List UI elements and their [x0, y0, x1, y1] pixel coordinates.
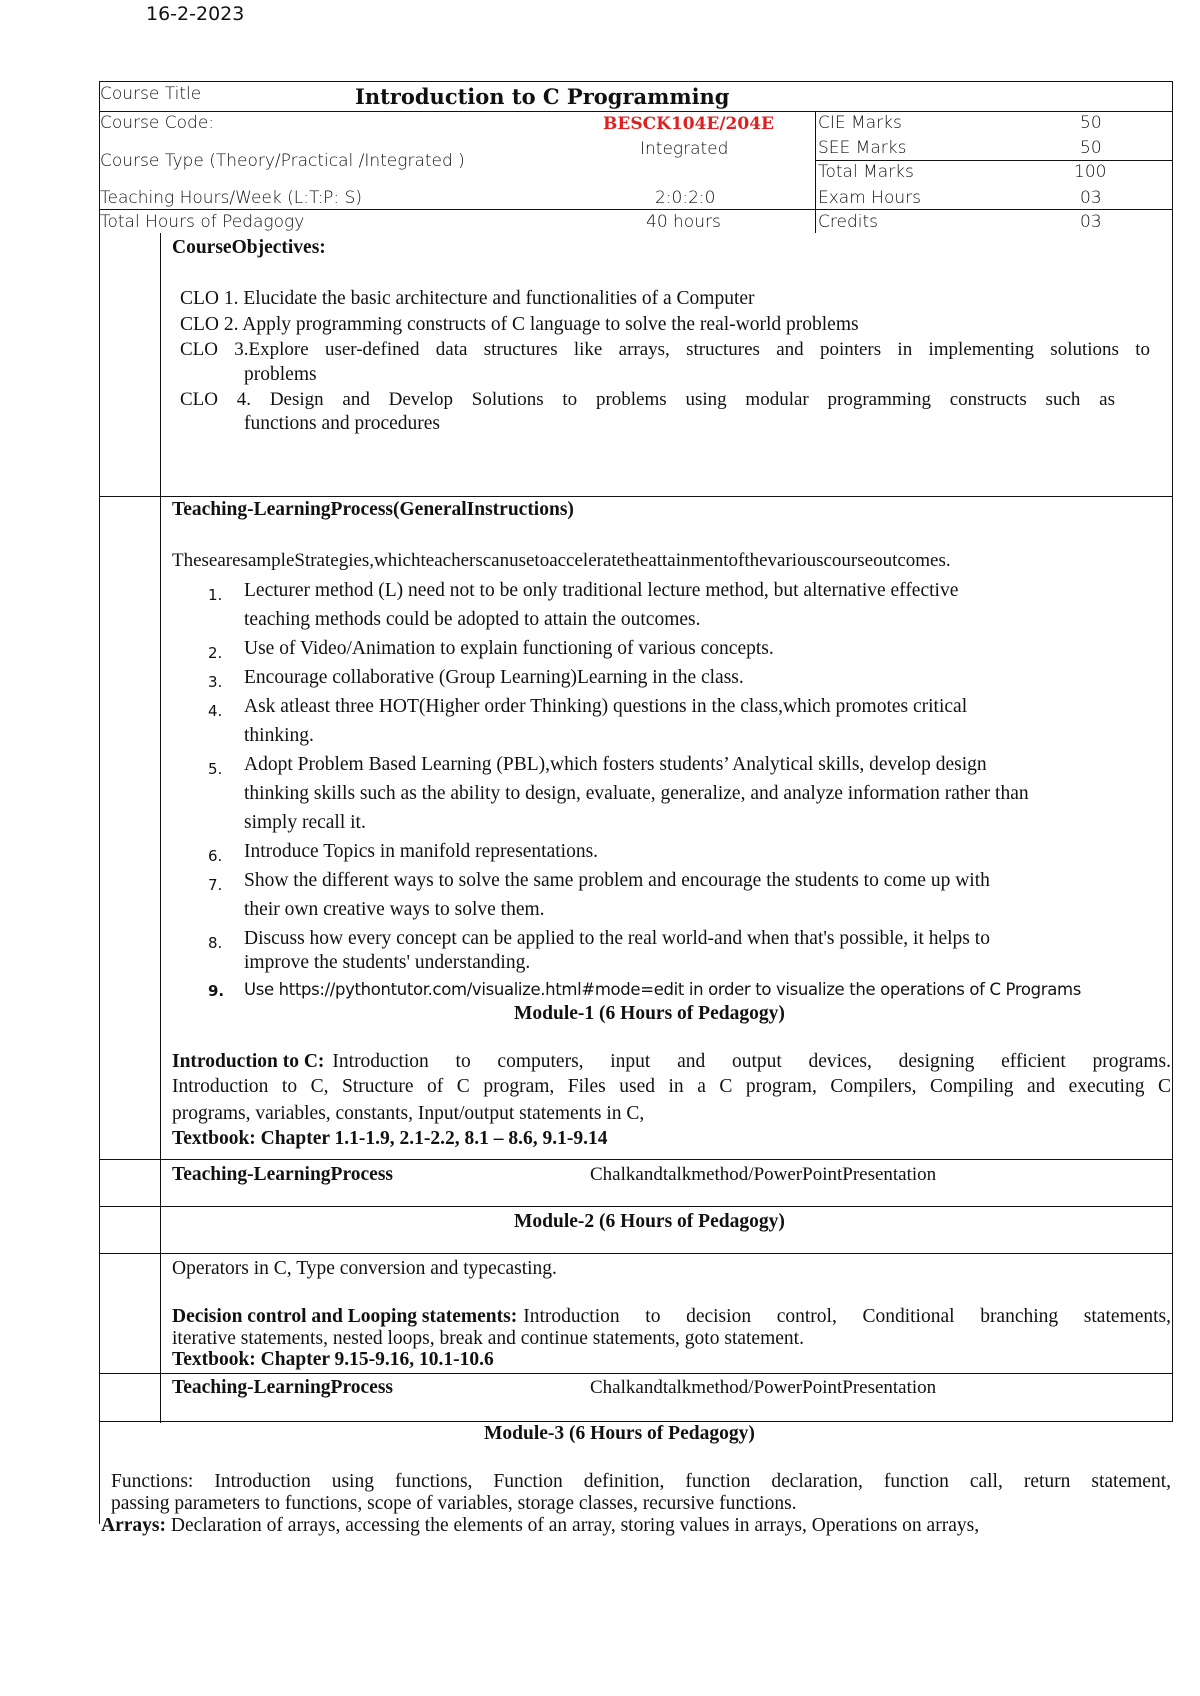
module-1-tlp-label: Teaching-LearningProcess [172, 1164, 394, 1185]
tlp-item-number: 3. [208, 673, 223, 691]
module-3-heading: Module-3 (6 Hours of Pedagogy) [484, 1423, 755, 1444]
total-hours-label: Total Hours of Pedagogy [100, 212, 305, 232]
tlp-item-text: Use of Video/Animation to explain functioning of various concepts. [244, 638, 774, 659]
course-type-label: Course Type (Theory/Practical /Integrated ) [100, 151, 465, 171]
course-title: Introduction to C Programming [355, 84, 730, 109]
module-2-intro: Introduction to decision control, Conditional branching statements, [523, 1306, 1171, 1327]
document-date: 16-2-2023 [146, 3, 245, 25]
credits-value: 03 [1080, 212, 1102, 232]
module-2-textbook: Textbook: Chapter 9.15-9.16, 10.1-10.6 [172, 1349, 494, 1370]
tlp-item-text: their own creative ways to solve them. [244, 899, 545, 920]
tlp-item-text: teaching methods could be adopted to attain the outcomes. [244, 609, 701, 630]
tlp-item-text: thinking. [244, 725, 314, 746]
module-2-line-0: Operators in C, Type conversion and typecasting. [172, 1258, 557, 1279]
see-marks-label: SEE Marks [818, 138, 907, 158]
module-1-intro: Introduction to computers, input and output devices, designing efficient programs. [332, 1051, 1171, 1072]
tlp-item-number: 6. [208, 847, 223, 865]
module-1-textbook: Textbook: Chapter 1.1-1.9, 2.1-2.2, 8.1 – 8.6, 9.1-9.14 [172, 1128, 608, 1149]
module-2-tlp-label: Teaching-LearningProcess [172, 1377, 394, 1398]
clo-1: CLO 1. Elucidate the basic architecture and functionalities of a Computer [180, 288, 755, 309]
exam-hours-label: Exam Hours [818, 188, 921, 208]
clo-3: CLO 3.Explore user-defined data structures like arrays, structures and pointers in implementing solutions to [180, 339, 1150, 360]
tlp-item-number: 8. [208, 934, 223, 952]
tlp-item-number: 2. [208, 644, 223, 662]
module-2-tlp-value: Chalkandtalkmethod/PowerPointPresentation [590, 1377, 937, 1398]
clo-4-cont: functions and procedures [244, 413, 441, 434]
clo-2: CLO 2. Apply programming constructs of C language to solve the real-world problems [180, 314, 859, 335]
tlp-item-text: Show the different ways to solve the same problem and encourage the students to come up with [244, 870, 990, 891]
tlp-item-text: Adopt Problem Based Learning (PBL),which fosters students’ Analytical skills, develop design [244, 754, 987, 775]
tlp-item-number: 9. [208, 982, 225, 1000]
module-1-lead: Introduction to C: [172, 1051, 325, 1072]
module-3-arrays-text: Declaration of arrays, accessing the elements of an array, storing values in arrays, Operations on arrays, [170, 1515, 980, 1536]
module-1-line-2: Introduction to C, Structure of C program, Files used in a C program, Compilers, Compiling and executing C [172, 1076, 1171, 1097]
module-3-arrays-lead: Arrays: [101, 1515, 166, 1536]
module-1-line-3: programs, variables, constants, Input/output statements in C, [172, 1103, 645, 1124]
module-3-line-2: passing parameters to functions, scope of variables, storage classes, recursive functions. [111, 1493, 797, 1514]
tlp-item-number: 4. [208, 702, 223, 720]
module-1-heading: Module-1 (6 Hours of Pedagogy) [514, 1003, 785, 1024]
tlp-item-text: thinking skills such as the ability to design, evaluate, generalize, and analyze information rather than [244, 783, 1029, 804]
tlp-item-text: Ask atleast three HOT(Higher order Thinking) questions in the class,which promotes critical [244, 696, 968, 717]
tlp-item-text: simply recall it. [244, 812, 366, 833]
course-code-label: Course Code: [100, 113, 215, 133]
tlp-item-number: 1. [208, 586, 223, 604]
course-code: BESCK104E/204E [603, 114, 775, 134]
cie-marks-value: 50 [1080, 113, 1102, 133]
course-type: Integrated [640, 139, 729, 159]
cie-marks-label: CIE Marks [818, 113, 902, 133]
tlp-item-text: Use https://pythontutor.com/visualize.html#mode=edit in order to visualize the operations of C Programs [244, 980, 1081, 999]
module-1-line-1 [172, 1051, 1171, 1073]
course-title-label: Course Title [100, 84, 202, 104]
tlp-item-number: 7. [208, 876, 223, 894]
total-hours-value: 40 hours [646, 212, 721, 232]
tlp-item-text: Introduce Topics in manifold representations. [244, 841, 599, 862]
module-3-arrays-line [101, 1515, 979, 1537]
exam-hours-value: 03 [1080, 188, 1102, 208]
tlp-item-text: improve the students' understanding. [244, 952, 531, 973]
tlp-intro: ThesearesampleStrategies,whichteacherscanusetoacceleratetheattainmentofthevariouscourseoutcomes. [172, 550, 951, 571]
tlp-item-number: 5. [208, 760, 223, 778]
tlp-item-text: Lecturer method (L) need not to be only traditional lecture method, but alternative effective [244, 580, 959, 601]
module-2-heading: Module-2 (6 Hours of Pedagogy) [514, 1211, 785, 1232]
teaching-hours-label: Teaching Hours/Week (L:T:P: S) [100, 188, 362, 208]
module-2-line-1 [172, 1306, 1171, 1328]
tlp-item-text: Encourage collaborative (Group Learning)Learning in the class. [244, 667, 744, 688]
module-3-line-1: Functions: Introduction using functions, Function definition, function declaration, function call, return statement, [111, 1471, 1171, 1492]
see-marks-value: 50 [1080, 138, 1102, 158]
module-2-line-2: iterative statements, nested loops, break and continue statements, goto statement. [172, 1328, 804, 1349]
clo-3-cont: problems [244, 364, 317, 385]
credits-label: Credits [818, 212, 878, 232]
module-2-lead: Decision control and Looping statements: [172, 1306, 518, 1327]
tlp-item-text: Discuss how every concept can be applied to the real world-and when that's possible, it helps to [244, 928, 990, 949]
teaching-hours-value: 2:0:2:0 [655, 188, 716, 208]
total-marks-label: Total Marks [818, 162, 914, 182]
objectives-heading: CourseObjectives: [172, 237, 326, 258]
clo-4: CLO 4. Design and Develop Solutions to problems using modular programming constructs such as [180, 389, 1115, 410]
module-1-tlp-value: Chalkandtalkmethod/PowerPointPresentation [590, 1164, 937, 1185]
tlp-heading: Teaching-LearningProcess(GeneralInstructions) [172, 499, 574, 520]
total-marks-value: 100 [1074, 162, 1107, 182]
